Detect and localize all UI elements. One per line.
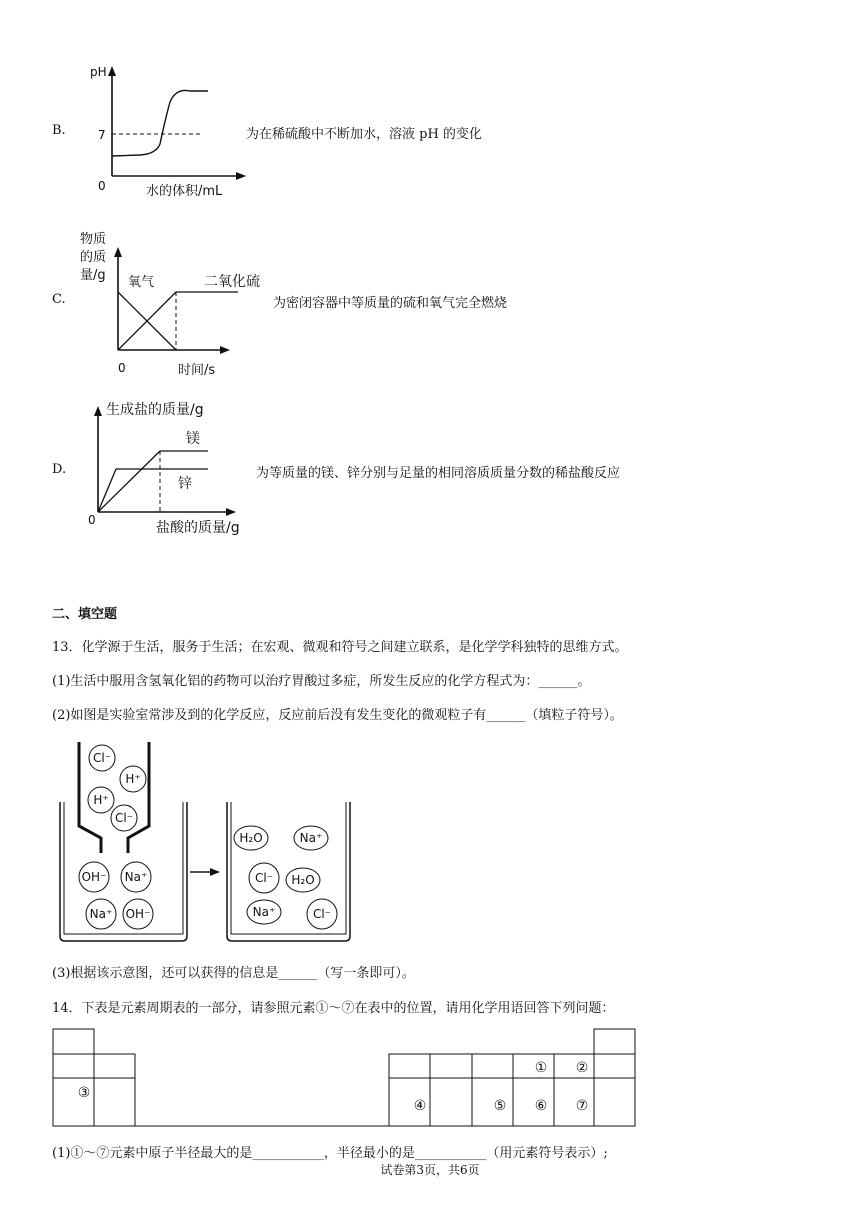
- particle-oh-2: OH⁻: [125, 907, 151, 921]
- element-1: ①: [534, 1060, 548, 1076]
- option-b-graph: [80, 58, 250, 203]
- graph-c-y-label-2: 的质: [80, 250, 107, 265]
- product-cl-1: Cl⁻: [254, 871, 274, 885]
- option-c-description: 为密闭容器中等质量的硫和氧气完全燃烧: [273, 296, 508, 311]
- option-c-letter: C.: [52, 292, 66, 307]
- product-na-2: Na⁺: [252, 905, 276, 919]
- product-cl-2: Cl⁻: [312, 907, 332, 921]
- dropper-right-wall: [128, 742, 149, 853]
- page-footer: 试卷第3页，共6页: [380, 1163, 480, 1177]
- zn-rise-line: [98, 469, 116, 512]
- particle-h-1: H⁺: [125, 772, 141, 786]
- particle-cl-1: Cl⁻: [92, 751, 112, 765]
- option-c-graph: [76, 225, 276, 380]
- product-h2o-2: H₂O: [291, 873, 315, 887]
- particle-cl-2: Cl⁻: [114, 811, 134, 825]
- element-6: ⑥: [534, 1098, 548, 1114]
- graph-c-x-label: 时间/s: [178, 363, 216, 378]
- element-7: ⑦: [575, 1098, 589, 1114]
- element-3: ③: [77, 1085, 91, 1101]
- q13-stem: 13．化学源于生活，服务于生活；在宏观、微观和符号之间建立联系，是化学学科独特的思维方式。: [52, 640, 628, 655]
- graph-c-y-label-1: 物质: [80, 232, 107, 247]
- q13-part1: (1)生活中服用含氢氧化铝的药物可以治疗胃酸过多症，所发生反应的化学方程式为：______。: [52, 674, 591, 689]
- option-d-graph: [80, 394, 280, 539]
- option-b-description: 为在稀硫酸中不断加水，溶液 pH 的变化: [246, 127, 482, 142]
- graph-b-x-label: 水的体积/mL: [146, 184, 223, 199]
- particle-na-1: Na⁺: [124, 870, 148, 884]
- ph-curve: [112, 90, 208, 156]
- option-d-description: 为等质量的镁、锌分别与足量的相同溶质质量分数的稀盐酸反应: [256, 466, 621, 481]
- graph-c-y-label-3: 量/g: [80, 268, 106, 283]
- product-h2o-1: H₂O: [239, 831, 263, 845]
- q14-part1: (1)①～⑦元素中原子半径最大的是___________，半径最小的是___________（用元素符号表示）;: [52, 1146, 608, 1161]
- graph-b-origin: 0: [98, 179, 106, 193]
- mg-rise-line: [98, 451, 160, 512]
- graph-d-x-label: 盐酸的质量/g: [156, 520, 240, 536]
- graph-d-origin: 0: [88, 513, 96, 527]
- arrow-head-icon: [210, 868, 220, 876]
- element-5: ⑤: [493, 1098, 507, 1114]
- particle-na-2: Na⁺: [89, 907, 113, 921]
- option-d-letter: D.: [52, 462, 67, 477]
- label-so2: 二氧化硫: [204, 274, 260, 290]
- section-title: 二、填空题: [52, 607, 118, 622]
- graph-b-y-label: pH: [90, 65, 107, 79]
- graph-d-y-label: 生成盐的质量/g: [106, 402, 204, 418]
- q13-part2: (2)如图是实验室常涉及到的化学反应，反应前后没有发生变化的微观粒子有______（填粒子符号）。: [52, 708, 623, 723]
- q13-part3: (3)根据该示意图，还可以获得的信息是______（写一条即可）。: [52, 966, 415, 981]
- particle-h-2: H⁺: [93, 793, 109, 807]
- label-mg: 镁: [186, 431, 200, 447]
- periodic-table-fragment: [52, 1028, 642, 1130]
- product-na-1: Na⁺: [299, 831, 323, 845]
- option-b-letter: B.: [52, 123, 66, 138]
- element-4: ④: [413, 1098, 427, 1114]
- particle-oh-1: OH⁻: [81, 870, 107, 884]
- label-oxygen: 氧气: [128, 275, 155, 290]
- label-zn: 锌: [178, 476, 192, 492]
- element-2: ②: [575, 1060, 589, 1076]
- graph-c-origin: 0: [118, 361, 126, 375]
- reaction-diagram: [56, 738, 366, 948]
- q14-stem: 14．下表是元素周期表的一部分，请参照元素①～⑦在表中的位置，请用化学用语回答下列问题：: [52, 1001, 615, 1016]
- graph-b-ref: 7: [98, 128, 106, 142]
